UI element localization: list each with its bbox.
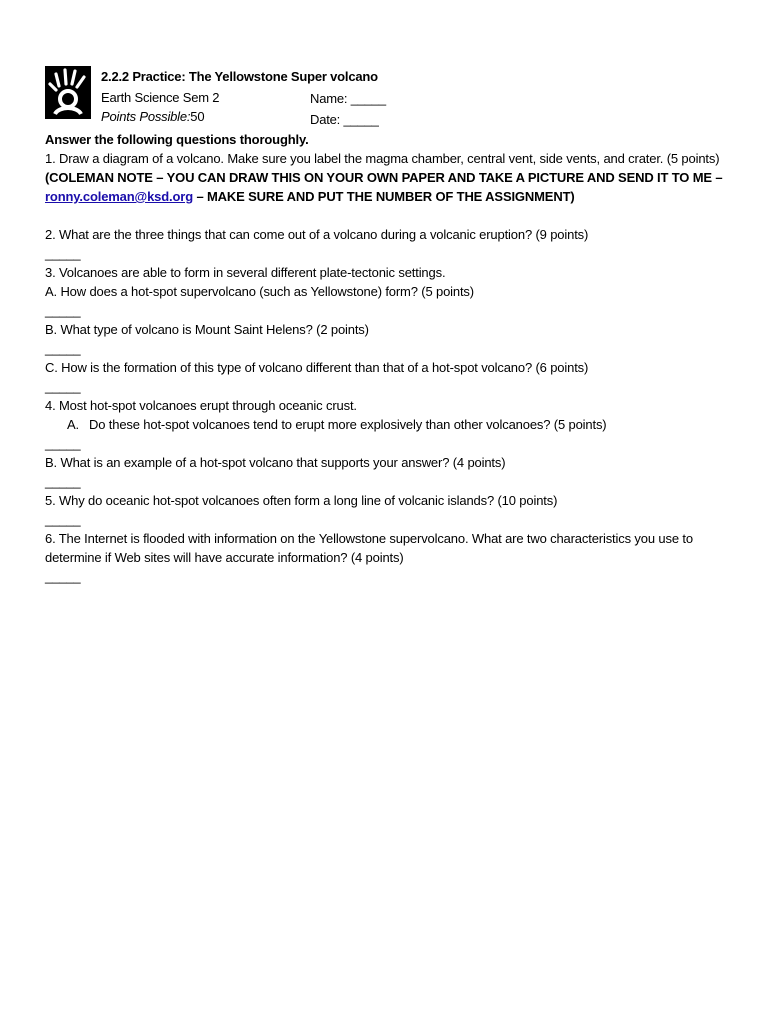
question-4a-marker: A.: [67, 417, 79, 432]
question-4: 4. Most hot-spot volcanoes erupt through oceanic crust.: [45, 398, 357, 413]
answer-blank: _____: [45, 512, 81, 527]
question-3: 3. Volcanoes are able to form in several different plate-tectonic settings.: [45, 265, 446, 280]
question-2: 2. What are the three things that can come out of a volcano during a volcanic eruption? (9 points): [45, 227, 589, 242]
teacher-email-link[interactable]: ronny.coleman@ksd.org: [45, 189, 193, 204]
school-logo-icon: [45, 66, 91, 119]
question-4b: B. What is an example of a hot-spot volcano that supports your answer? (4 points): [45, 455, 506, 470]
question-3c: C. How is the formation of this type of volcano different than that of a hot-spot volcano? (6 points): [45, 360, 589, 375]
points-possible-label: Points Possible:: [101, 109, 191, 124]
coleman-note-start: (COLEMAN NOTE – YOU CAN DRAW THIS ON YOUR OWN PAPER AND TAKE A PICTURE AND SEND IT TO ME –: [45, 170, 723, 185]
question-6: 6. The Internet is flooded with information on the Yellowstone supervolcano. What are two characteristics you use to determine if Web sites will have accurate information? (4 points): [45, 531, 693, 565]
question-1-text: 1. Draw a diagram of a volcano. Make sure you label the magma chamber, central vent, side vents, and crater. (5 points): [45, 151, 720, 166]
question-4a-text: Do these hot-spot volcanoes tend to erupt more explosively than other volcanoes? (5 points): [89, 417, 607, 432]
name-field: Name: _____: [310, 91, 386, 106]
course-name: Earth Science Sem 2: [101, 90, 220, 105]
answer-blank: _____: [45, 474, 81, 489]
date-field: Date: _____: [310, 112, 379, 127]
points-possible-value: 50: [190, 109, 205, 124]
coleman-note-end: – MAKE SURE AND PUT THE NUMBER OF THE ASSIGNMENT): [192, 189, 575, 204]
answer-blank: _____: [45, 303, 81, 318]
answer-blank: _____: [45, 341, 81, 356]
worksheet-title: 2.2.2 Practice: The Yellowstone Super volcano: [101, 69, 378, 84]
instructions: Answer the following questions thoroughly.: [45, 132, 309, 147]
question-4a: [45, 415, 730, 434]
worksheet-body: [45, 130, 730, 586]
question-3a: A. How does a hot-spot supervolcano (such as Yellowstone) form? (5 points): [45, 284, 474, 299]
answer-blank: _____: [45, 569, 81, 584]
points-possible: [101, 109, 204, 124]
answer-blank: _____: [45, 436, 81, 451]
question-3b: B. What type of volcano is Mount Saint Helens? (2 points): [45, 322, 369, 337]
spacer: [45, 206, 730, 225]
question-5: 5. Why do oceanic hot-spot volcanoes often form a long line of volcanic islands? (10 points): [45, 493, 558, 508]
answer-blank: _____: [45, 379, 81, 394]
question-1: [45, 149, 730, 206]
answer-blank: _____: [45, 246, 81, 261]
